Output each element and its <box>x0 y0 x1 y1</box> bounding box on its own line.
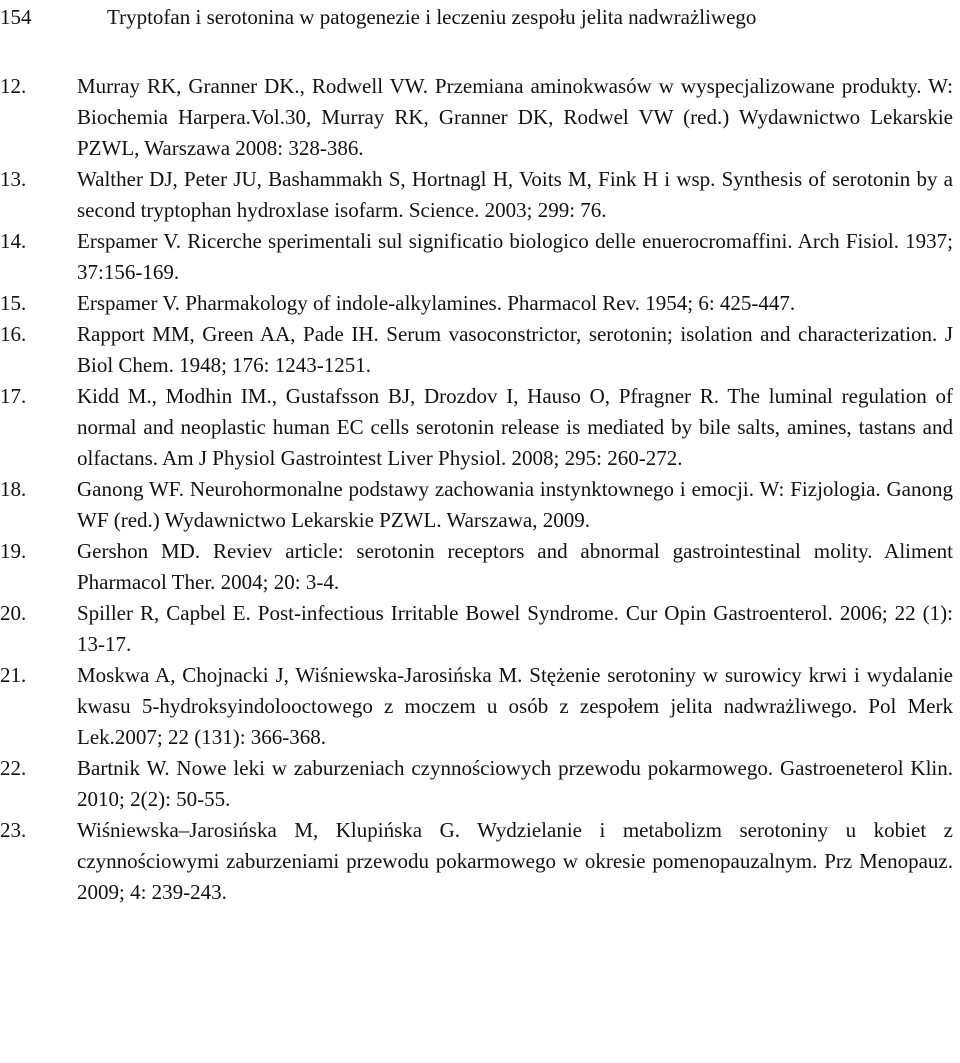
reference-text: Rapport MM, Green AA, Pade IH. Serum vasoconstrictor, serotonin; isolation and characterization. J Biol Chem. 1948; 176: 1243-1251. <box>77 322 953 377</box>
reference-item <box>0 598 960 660</box>
reference-text: Kidd M., Modhin IM., Gustafsson BJ, Drozdov I, Hauso O, Pfragner R. The luminal regulation of normal and neoplastic human EC cells serotonin release is mediated by bile salts, amines, tastans and olfactans. Am J Physiol Gastrointest Liver Physiol. 2008; 295: 260-272. <box>77 384 953 470</box>
reference-item <box>0 226 960 288</box>
reference-item <box>0 71 960 164</box>
reference-text: Gershon MD. Reviev article: serotonin receptors and abnormal gastrointestinal molity. Aliment Pharmacol Ther. 2004; 20: 3-4. <box>77 539 953 594</box>
reference-item <box>0 753 960 815</box>
reference-text: Moskwa A, Chojnacki J, Wiśniewska-Jarosińska M. Stężenie serotoniny w surowicy krwi i wydalanie kwasu 5-hydroksyindolooctowego z moczem u osób z zespołem jelita nadwrażliwego. Pol Merk Lek.2007; 22 (131): 366-368. <box>77 663 953 749</box>
reference-text: Erspamer V. Pharmakology of indole-alkylamines. Pharmacol Rev. 1954; 6: 425-447. <box>77 291 796 315</box>
reference-number: 19. <box>0 539 27 563</box>
reference-item <box>0 164 960 226</box>
reference-number: 22. <box>0 756 27 780</box>
reference-item <box>0 381 960 474</box>
reference-item <box>0 815 960 908</box>
reference-number: 13. <box>0 167 27 191</box>
running-title: Tryptofan i serotonina w patogenezie i leczeniu zespołu jelita nadwrażliwego <box>107 5 757 29</box>
page-header <box>0 2 960 32</box>
reference-item <box>0 660 960 753</box>
reference-item <box>0 474 960 536</box>
reference-number: 17. <box>0 384 27 408</box>
reference-number: 14. <box>0 229 27 253</box>
reference-number: 21. <box>0 663 27 687</box>
reference-text: Murray RK, Granner DK., Rodwell VW. Przemiana aminokwasów w wyspecjalizowane produkty. W: Biochemia Harpera.Vol.30, Murray RK, Granner DK, Rodwel VW (red.) Wydawnictwo Lekarskie PZWL, Warszawa 2008: 328-386. <box>77 74 953 160</box>
reference-item <box>0 319 960 381</box>
reference-text: Erspamer V. Ricerche sperimentali sul significatio biologico delle enuerocromaffini. Arch Fisiol. 1937; 37:156-169. <box>77 229 953 284</box>
reference-number: 12. <box>0 74 27 98</box>
reference-list <box>0 71 960 908</box>
reference-number: 23. <box>0 818 27 842</box>
reference-text: Spiller R, Capbel E. Post-infectious Irritable Bowel Syndrome. Cur Opin Gastroenterol. 2006; 22 (1): 13-17. <box>77 601 953 656</box>
reference-number: 16. <box>0 322 27 346</box>
reference-text: Walther DJ, Peter JU, Bashammakh S, Hortnagl H, Voits M, Fink H i wsp. Synthesis of serotonin by a second tryptophan hydroxlase isofarm. Science. 2003; 299: 76. <box>77 167 953 222</box>
reference-text: Ganong WF. Neurohormonalne podstawy zachowania instynktownego i emocji. W: Fizjologia. Ganong WF (red.) Wydawnictwo Lekarskie PZWL. Warszawa, 2009. <box>77 477 953 532</box>
reference-number: 15. <box>0 291 27 315</box>
reference-number: 20. <box>0 601 27 625</box>
reference-text: Wiśniewska–Jarosińska M, Klupińska G. Wydzielanie i metabolizm serotoniny u kobiet z czynnościowymi zaburzeniami przewodu pokarmowego w okresie pomenopauzalnym. Prz Menopauz. 2009; 4: 239-243. <box>77 818 953 904</box>
page-number: 154 <box>0 5 32 29</box>
reference-item <box>0 536 960 598</box>
reference-item <box>0 288 960 319</box>
reference-text: Bartnik W. Nowe leki w zaburzeniach czynnościowych przewodu pokarmowego. Gastroeneterol Klin. 2010; 2(2): 50-55. <box>77 756 953 811</box>
reference-number: 18. <box>0 477 27 501</box>
